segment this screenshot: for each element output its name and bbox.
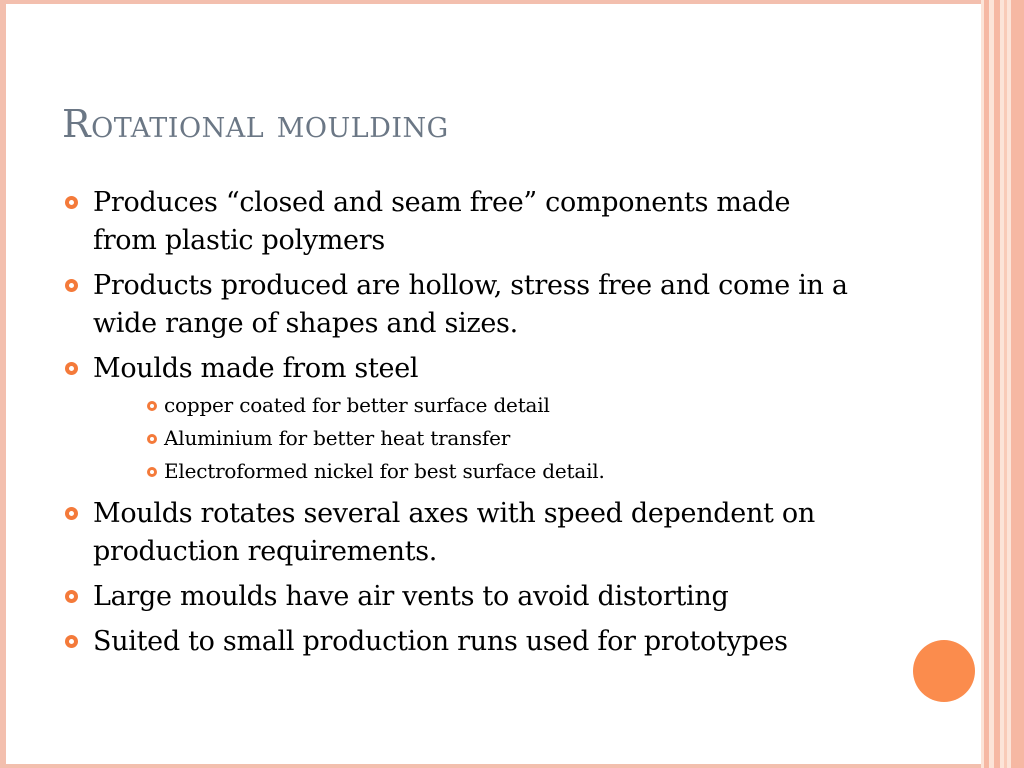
bullet-item xyxy=(60,267,860,343)
bullet-text: Moulds made from steel xyxy=(93,353,419,384)
sub-bullet-item xyxy=(60,456,860,486)
hollow-circle-bullet-icon xyxy=(65,279,78,292)
hollow-circle-bullet-icon xyxy=(65,635,78,648)
sub-bullet-text: Electroformed nickel for best surface detail. xyxy=(164,459,605,483)
bullet-item xyxy=(60,578,860,616)
hollow-circle-bullet-icon xyxy=(65,362,78,375)
frame-top-border xyxy=(0,0,1024,4)
right-stripe-1 xyxy=(984,0,989,768)
bullet-text: Produces “closed and seam free” components made from plastic polymers xyxy=(93,187,791,256)
hollow-circle-bullet-icon xyxy=(65,507,78,520)
bullet-list xyxy=(60,184,860,668)
sub-bullet-item xyxy=(60,423,860,453)
bullet-text: Moulds rotates several axes with speed dependent on production requirements. xyxy=(93,498,815,567)
bullet-text: Products produced are hollow, stress free and come in a wide range of shapes and sizes. xyxy=(93,270,848,339)
right-stripe-3 xyxy=(1004,0,1007,768)
hollow-circle-bullet-icon xyxy=(147,434,157,444)
right-stripe-4 xyxy=(1011,0,1024,768)
frame-bottom-border xyxy=(0,764,1024,768)
sub-bullet-text: copper coated for better surface detail xyxy=(164,393,550,417)
orange-accent-circle xyxy=(913,640,975,702)
hollow-circle-bullet-icon xyxy=(65,196,78,209)
bullet-item xyxy=(60,495,860,571)
frame-left-border xyxy=(0,0,6,768)
right-stripe-2 xyxy=(994,0,1000,768)
hollow-circle-bullet-icon xyxy=(147,401,157,411)
bullet-text: Suited to small production runs used for prototypes xyxy=(93,626,788,657)
hollow-circle-bullet-icon xyxy=(65,590,78,603)
bullet-item xyxy=(60,350,860,388)
hollow-circle-bullet-icon xyxy=(147,467,157,477)
bullet-item xyxy=(60,623,860,661)
bullet-item xyxy=(60,184,860,260)
sub-bullet-text: Aluminium for better heat transfer xyxy=(164,426,511,450)
sub-bullet-item xyxy=(60,390,860,420)
bullet-text: Large moulds have air vents to avoid distorting xyxy=(93,581,729,612)
slide-title: Rotational moulding xyxy=(62,102,449,146)
